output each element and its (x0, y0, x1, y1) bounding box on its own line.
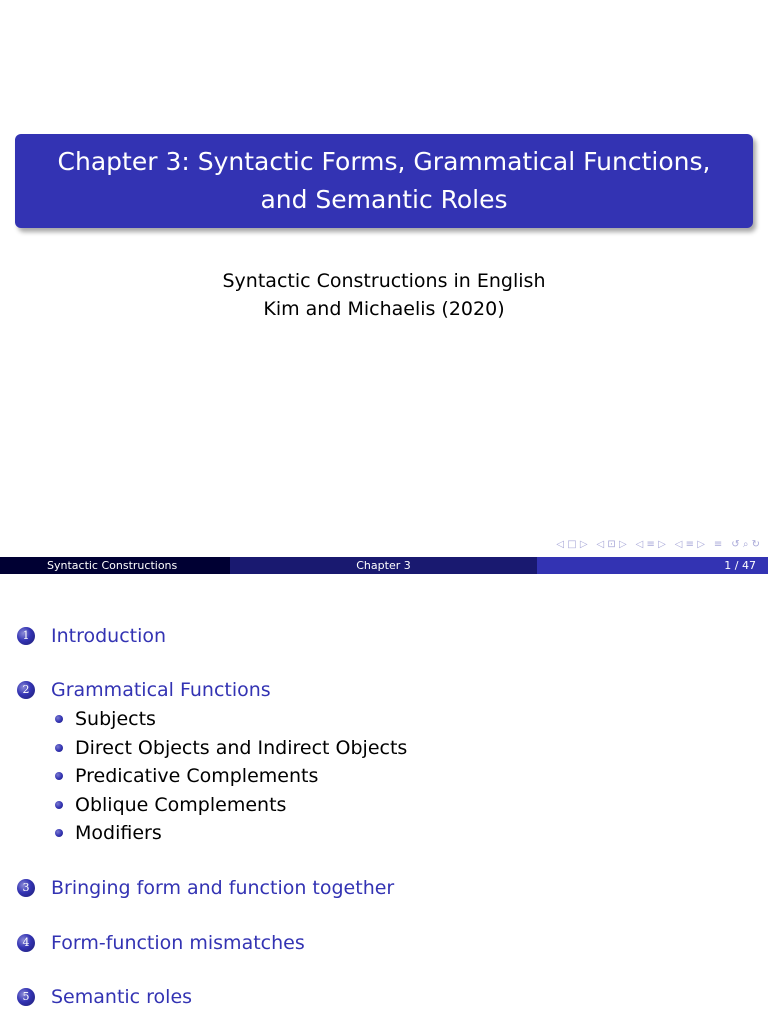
footer-short-title: Syntactic Constructions (0, 557, 230, 574)
toc-section-label[interactable]: Bringing form and function together (51, 877, 395, 899)
subtitle-line-1: Syntactic Constructions in English (222, 270, 546, 292)
navigation-symbols[interactable] (556, 538, 760, 552)
title-line-2: and Semantic Roles (260, 185, 508, 214)
toc-section-2[interactable] (17, 678, 271, 702)
section-number-ball-icon: 4 (17, 934, 35, 952)
toc-subsection-4[interactable] (55, 793, 286, 817)
subtitle (0, 267, 768, 323)
section-number-ball-icon: 2 (17, 681, 35, 699)
footline (0, 557, 768, 574)
nav-subsection-icon[interactable]: ◁ ⊡ ▷ (596, 539, 627, 550)
toc-section-label[interactable]: Semantic roles (51, 986, 193, 1008)
subtitle-line-2: Kim and Michaelis (2020) (263, 298, 505, 320)
toc-section-5[interactable] (17, 985, 192, 1009)
footer-page-number: 1 / 47 (537, 557, 768, 574)
toc-subsection-3[interactable] (55, 764, 318, 788)
toc-section-1[interactable] (17, 624, 166, 648)
bullet-icon (55, 744, 63, 752)
toc-subsection-1[interactable] (55, 707, 156, 731)
bullet-icon (55, 715, 63, 723)
toc-section-4[interactable] (17, 931, 305, 955)
section-number-ball-icon: 3 (17, 879, 35, 897)
toc-section-label[interactable]: Introduction (51, 625, 167, 647)
toc-subsection-label[interactable]: Direct Objects and Indirect Objects (75, 737, 408, 759)
toc-subsection-label[interactable]: Modifiers (75, 822, 162, 844)
nav-toc-icon[interactable]: ≡ (713, 539, 723, 550)
toc-subsection-label[interactable]: Subjects (75, 708, 156, 730)
toc-section-3[interactable] (17, 876, 394, 900)
toc-subsection-2[interactable] (55, 736, 407, 760)
title-line-1: Chapter 3: Syntactic Forms, Grammatical Functions, (57, 147, 711, 176)
toc-subsection-5[interactable] (55, 821, 162, 845)
toc-subsection-label[interactable]: Oblique Complements (75, 794, 287, 816)
nav-section-icon[interactable]: ◁ ≡ ▷ (635, 539, 666, 550)
section-number-ball-icon: 5 (17, 988, 35, 1006)
bullet-icon (55, 829, 63, 837)
bullet-icon (55, 801, 63, 809)
outline-slide (0, 575, 768, 1024)
toc-section-label[interactable]: Form-function mismatches (51, 932, 305, 954)
nav-frame-icon[interactable]: ◁ □ ▷ (556, 539, 588, 550)
nav-search-icon[interactable]: ↺ ⌕ ↻ (731, 539, 760, 550)
bullet-icon (55, 772, 63, 780)
title-box (15, 134, 753, 228)
toc-section-label[interactable]: Grammatical Functions (51, 679, 271, 701)
toc-subsection-label[interactable]: Predicative Complements (75, 765, 319, 787)
footer-chapter: Chapter 3 (230, 557, 537, 574)
nav-subsection-list-icon[interactable]: ◁ ≡ ▷ (674, 539, 705, 550)
section-number-ball-icon: 1 (17, 627, 35, 645)
